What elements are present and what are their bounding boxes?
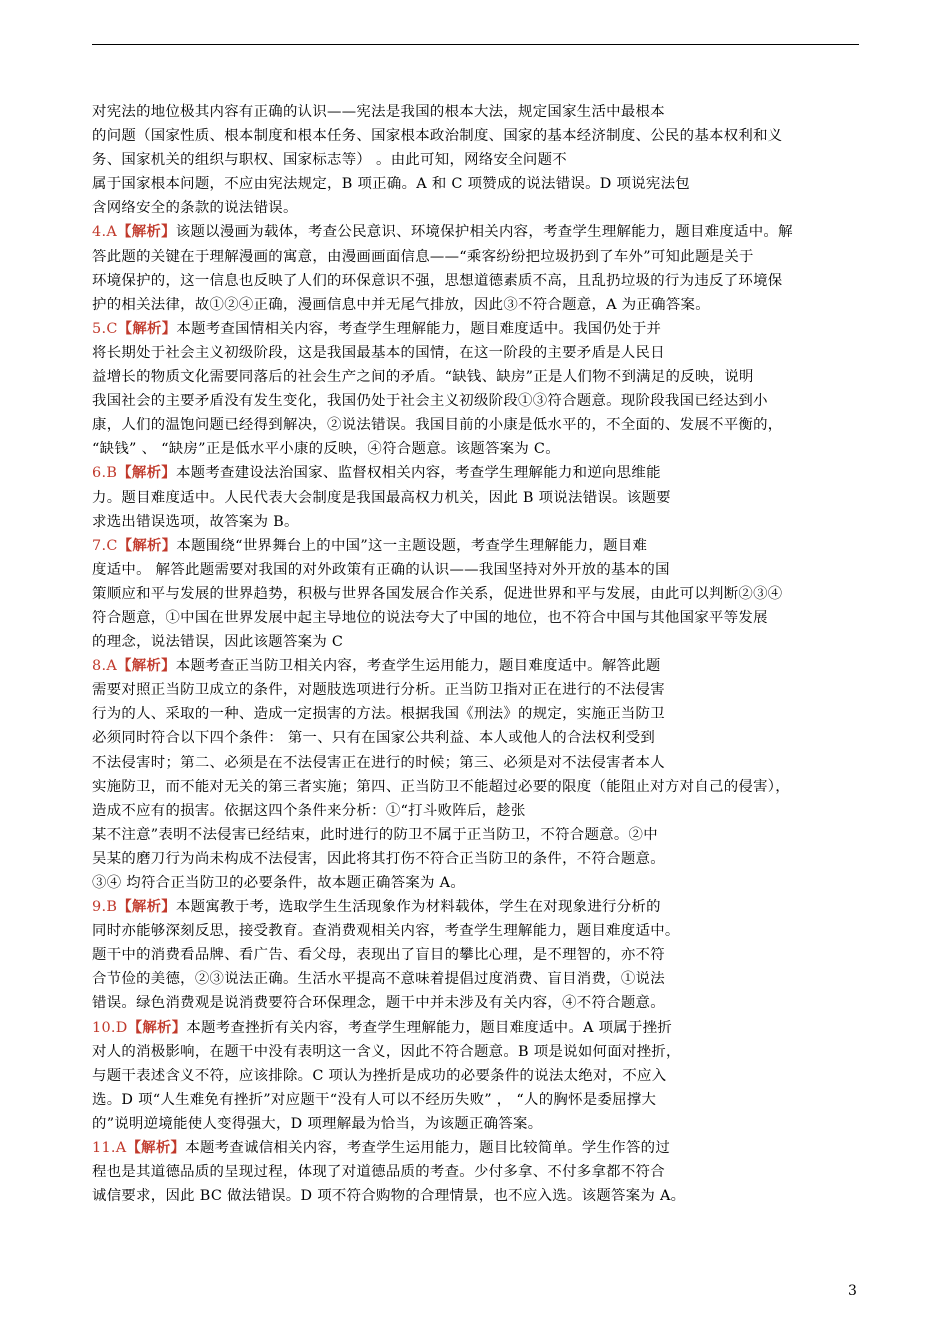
line-text: 力。题目难度适中。人民代表大会制度是我国最高权力机关，因此 B 项说法错误。该题要 (92, 489, 671, 506)
text-line (92, 172, 862, 196)
line-text: 符合题意，①中国在世界发展中起主导地位的说法夸大了中国的地位，也不符合中国与其他国家平等发展 (92, 609, 768, 626)
line-text: 环境保护的，这一信息也反映了人们的环保意识不强，思想道德素质不高，且乱扔垃圾的行为违反了环境保 (92, 272, 783, 289)
text-line (92, 317, 862, 341)
text-line (92, 895, 862, 919)
text-line (92, 148, 862, 172)
question-number: 10.D (92, 1019, 128, 1036)
line-text: 我国社会的主要矛盾没有发生变化，我国仍处于社会主义初级阶段①③符合题意。现阶段我国已经达到小 (92, 393, 768, 410)
line-text: 本题围绕“世界舞台上的中国”这一主题设题，考查学生理解能力，题目难 (176, 537, 648, 554)
line-text: 某不注意”表明不法侵害已经结束，此时进行的防卫不属于正当防卫，不符合题意。②中 (92, 826, 658, 843)
analysis-tag: 【解析】 (127, 1018, 187, 1036)
line-text: 求选出错误选项，故答案为 B。 (92, 513, 299, 530)
text-line (92, 100, 862, 124)
answer-analysis-body (92, 100, 862, 1208)
line-text: 不法侵害时；第二、必须是在不法侵害正在进行的时候；第三、必须是对不法侵害者本人 (92, 754, 665, 771)
text-line (92, 630, 862, 654)
text-line (92, 220, 862, 244)
line-text: 错误。绿色消费观是说消费要符合环保理念，题干中并未涉及有关内容，④不符合题意。 (92, 995, 665, 1012)
line-text: 本题考查挫折有关内容，考查学生理解能力，题目难度适中。A 项属于挫折 (186, 1019, 673, 1036)
line-text: 该题以漫画为载体，考查公民意识、环境保护相关内容，考查学生理解能力，题目难度适中。解 (175, 224, 793, 241)
line-text: 益增长的物质文化需要同落后的社会生产之间的矛盾。“缺钱、缺房”正是人们物不到满足的反映，说明 (92, 369, 754, 386)
text-line (92, 919, 862, 943)
text-line (92, 606, 862, 630)
line-text: 度适中。 解答此题需要对我国的对外政策有正确的认识——我国坚持对外开放的基本的国 (92, 561, 670, 578)
line-text: 策顺应和平与发展的世界趋势，积极与世界各国发展合作关系，促进世界和平与发展，由此可以判断②③④ (92, 585, 783, 602)
line-text: 的问题（国家性质、根本制度和根本任务、国家根本政治制度、国家的基本经济制度、公民的基本权利和义 (92, 128, 783, 145)
text-line (92, 1112, 862, 1136)
line-text: 对宪法的地位极其内容有正确的认识——宪法是我国的根本大法，规定国家生活中最根本 (92, 104, 665, 120)
line-text: 需要对照正当防卫成立的条件，对题肢选项进行分析。正当防卫指对正在进行的不法侵害 (92, 682, 665, 699)
question-number: 9.B (92, 899, 118, 916)
line-text: 本题考查正当防卫相关内容，考查学生运用能力，题目难度适中。解答此题 (175, 658, 661, 675)
question-number: 7.C (92, 537, 118, 554)
line-text: “缺钱” 、 “缺房”正是低水平小康的反映，④符合题意。该题答案为 C。 (92, 441, 560, 458)
text-line (92, 847, 862, 871)
line-text: 与题干表述含义不符，应该排除。C 项认为挫折是成功的必要条件的说法太绝对，不应入 (92, 1067, 667, 1084)
analysis-tag: 【解析】 (117, 319, 177, 337)
text-line (92, 799, 862, 823)
text-line (92, 751, 862, 775)
text-line (92, 510, 862, 534)
text-line (92, 124, 862, 148)
text-line (92, 678, 862, 702)
text-line (92, 245, 862, 269)
analysis-tag: 【解析】 (117, 898, 176, 916)
text-line (92, 823, 862, 847)
line-text: 吴某的磨刀行为尚未构成不法侵害，因此将其打伤不符合正当防卫的条件，不符合题意。 (92, 850, 665, 867)
line-text: 行为的人、采取的一种、造成一定损害的方法。根据我国《刑法》的规定，实施正当防卫 (92, 706, 665, 723)
line-text: 同时亦能够深刻反思，接受教育。查消费观相关内容，考查学生理解能力，题目难度适中。 (92, 923, 680, 940)
text-line (92, 486, 862, 510)
line-text: 务、国家机关的组织与职权、国家标志等） 。由此可知，网络安全问题不 (92, 152, 567, 169)
header-rule (92, 44, 859, 45)
question-number: 11.A (92, 1140, 127, 1157)
text-line (92, 437, 862, 461)
text-line (92, 871, 862, 895)
text-line (92, 269, 862, 293)
line-text: 造成不应有的损害。依据这四个条件来分析：①“打斗败阵后，趁张 (92, 802, 526, 819)
text-line (92, 1136, 862, 1160)
line-text: 本题考查国情相关内容，考查学生理解能力，题目难度适中。我国仍处于并 (176, 320, 662, 337)
text-line (92, 196, 862, 220)
text-line (92, 1016, 862, 1040)
line-text: 诚信要求，因此 BC 做法错误。D 项不符合购物的合理情景，也不应入选。该题答案为 A。 (92, 1188, 686, 1205)
text-line (92, 341, 862, 365)
text-line (92, 943, 862, 967)
line-text: 必须同时符合以下四个条件： 第一、只有在国家公共利益、本人或他人的合法权利受到 (92, 730, 656, 747)
line-text: 选。D 项“人生难免有挫折”对应题干“没有人可以不经历失败” ， “人的胸怀是委屈撑大 (92, 1091, 657, 1108)
line-text: 合节俭的美德，②③说法正确。生活水平提高不意味着提倡过度消费、盲目消费，①说法 (92, 971, 665, 988)
page-number: 3 (848, 1283, 857, 1299)
line-text: 本题寓教于考，选取学生生活现象作为材料载体，学生在对现象进行分析的 (175, 899, 661, 916)
question-number: 8.A (92, 658, 118, 675)
text-line (92, 1064, 862, 1088)
line-text: 护的相关法律，故①②④正确，漫画信息中并无尾气排放，因此③不符合题意，A 为正确答案。 (92, 296, 710, 313)
question-number: 5.C (92, 320, 118, 337)
text-line (92, 654, 862, 678)
text-line (92, 1160, 862, 1184)
text-line (92, 461, 862, 485)
text-line (92, 582, 862, 606)
line-text: 答此题的关键在于理解漫画的寓意，由漫画画面信息——“乘客纷纷把垃圾扔到了车外”可知此题是关于 (92, 248, 754, 265)
text-line (92, 293, 862, 317)
text-line (92, 1088, 862, 1112)
line-text: 的”说明逆境能使人变得强大，D 项理解最为恰当，为该题正确答案。 (92, 1115, 543, 1132)
question-number: 4.A (92, 224, 118, 241)
text-line (92, 991, 862, 1015)
question-number: 6.B (92, 465, 118, 482)
line-text: 含网络安全的条款的说法错误。 (92, 200, 298, 217)
line-text: 康，人们的温饱问题已经得到解决，②说法错误。我国目前的小康是低水平的，不全面的、发展不平衡的， (92, 417, 783, 434)
text-line (92, 365, 862, 389)
line-text: 实施防卫，而不能对无关的第三者实施；第四、正当防卫不能超过必要的限度（能阻止对方对自己的侵害）， (92, 778, 790, 795)
line-text: 题干中的消费看品牌、看广告、看父母，表现出了盲目的攀比心理，是不理智的，亦不符 (92, 947, 665, 964)
line-text: 对人的消极影响，在题干中没有表明这一含义，因此不符合题意。B 项是说如何面对挫折， (92, 1043, 681, 1060)
text-line (92, 726, 862, 750)
text-line (92, 1040, 862, 1064)
analysis-tag: 【解析】 (117, 536, 177, 554)
analysis-tag: 【解析】 (117, 464, 176, 482)
text-line (92, 534, 862, 558)
line-text: 的理念，说法错误，因此该题答案为 C (92, 634, 344, 651)
text-line (92, 389, 862, 413)
text-line (92, 702, 862, 726)
line-text: ③④ 均符合正当防卫的必要条件，故本题正确答案为 A。 (92, 875, 466, 891)
line-text: 属于国家根本问题，不应由宪法规定，B 项正确。A 和 C 项赞成的说法错误。D 项说宪法包 (92, 176, 690, 193)
analysis-tag: 【解析】 (126, 1139, 186, 1157)
analysis-tag: 【解析】 (117, 657, 176, 675)
line-text: 将长期处于社会主义初级阶段，这是我国最基本的国情，在这一阶段的主要矛盾是人民日 (92, 344, 665, 361)
line-text: 本题考查建设法治国家、监督权相关内容，考查学生理解能力和逆向思维能 (175, 465, 661, 482)
text-line (92, 413, 862, 437)
text-line (92, 1184, 862, 1208)
line-text: 程也是其道德品质的呈现过程，体现了对道德品质的考查。少付多拿、不付多拿都不符合 (92, 1164, 665, 1181)
analysis-tag: 【解析】 (117, 223, 176, 241)
line-text: 本题考查诚信相关内容，考查学生运用能力，题目比较简单。学生作答的过 (185, 1140, 671, 1157)
text-line (92, 775, 862, 799)
text-line (92, 558, 862, 582)
text-line (92, 967, 862, 991)
